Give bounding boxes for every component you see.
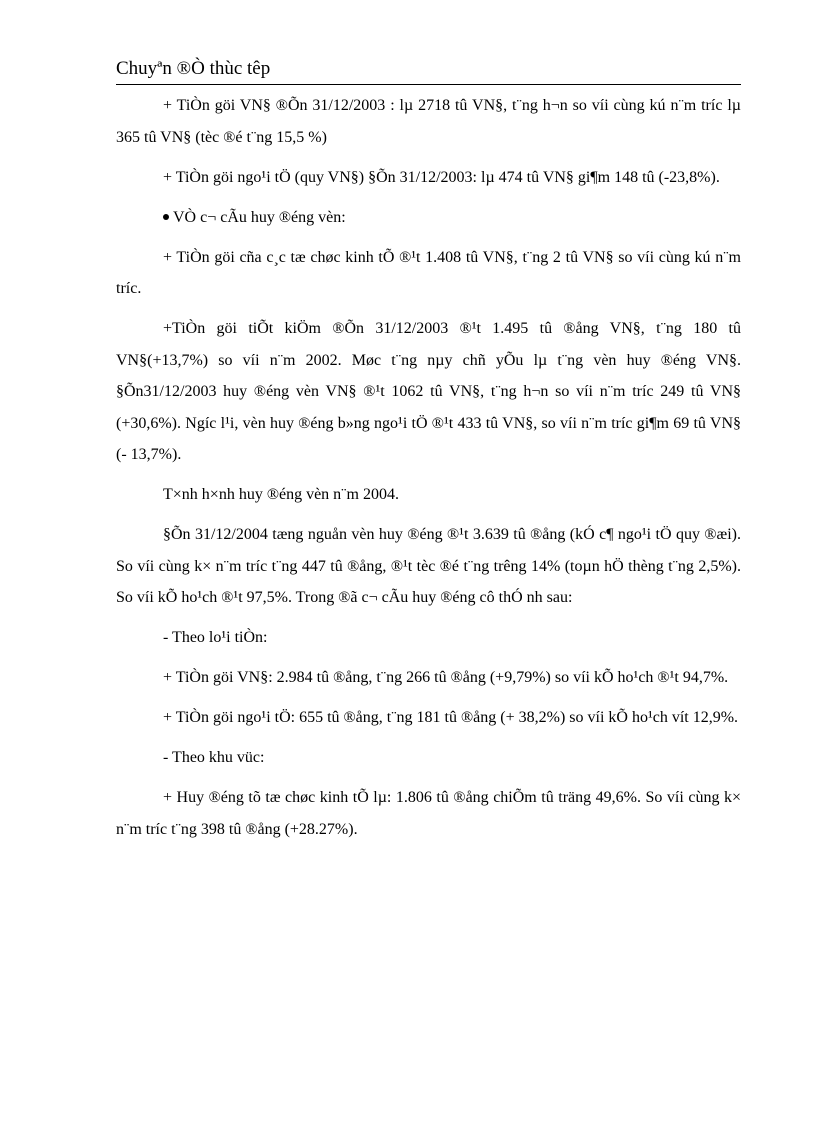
paragraph: + Huy ®éng tõ tæ chøc kinh tÕ lµ: 1.806 tû ®ång chiÕm tû träng 49,6%. So víi cùng k× n¨m tríc t¨ng 398 tû ®ång (+28.27%). xyxy=(116,789,741,838)
paragraph: - Theo khu vüc: xyxy=(163,749,265,766)
paragraph: + TiÒn göi ngo¹i tÖ: 655 tû ®ång, t¨ng 181 tû ®ång (+ 38,2%) so víi kÕ ho¹ch vít 12,9%. xyxy=(163,709,739,726)
paragraph: + TiÒn göi VN§ ®Õn 31/12/2003 : lµ 2718 tû VN§, t¨ng h¬n so víi cùng kú n¨m tríc lµ 365 tû VN§ (tèc ®é t¨ng 15,5 %) xyxy=(116,97,741,146)
paragraph: §Õn 31/12/2004 tæng nguån vèn huy ®éng ®¹t 3.639 tû ®ång (kÓ c¶ ngo¹i tÖ quy ®æi). So víi cùng k× n¨m tríc t¨ng 447 tû ®ång, ®¹t tèc ®é t¨ng trêng 14% (toµn hÖ thèng t¨ng 2,5%). So víi kÕ ho¹ch ®¹t 97,5%. Trong ®ã c¬ cÃu huy ®éng cô thÓ nh sau: xyxy=(116,526,741,606)
bullet-icon xyxy=(163,214,169,220)
page-header xyxy=(116,54,741,85)
paragraph: + TiÒn göi VN§: 2.984 tû ®ång, t¨ng 266 tû ®ång (+9,79%) so víi kÕ ho¹ch ®¹t 94,7%. xyxy=(163,669,729,686)
document-body xyxy=(116,90,741,854)
bullet-text: VÒ c¬ cÃu huy ®éng vèn: xyxy=(173,208,346,226)
header-title: Chuyªn ®Ò thùc têp xyxy=(116,58,271,79)
paragraph: T×nh h×nh huy ®éng vèn n¨m 2004. xyxy=(163,486,399,503)
bullet-paragraph xyxy=(116,202,741,234)
paragraph: + TiÒn göi ngo¹i tÖ (quy VN§) §Õn 31/12/2003: lµ 474 tû VN§ gi¶m 148 tû (-23,8%). xyxy=(163,168,720,186)
paragraph: + TiÒn göi cña c¸c tæ chøc kinh tÕ ®¹t 1.408 tû VN§, t¨ng 2 tû VN§ so víi cùng kú n¨m tríc. xyxy=(116,248,741,297)
paragraph: +TiÒn göi tiÕt kiÖm ®Õn 31/12/2003 ®¹t 1.495 tû ®ång VN§, t¨ng 180 tû VN§(+13,7%) so víi n¨m 2002. Møc t¨ng nµy chñ yÕu lµ t¨ng vèn huy ®éng VN§. §Õn31/12/2003 huy ®éng vèn VN§ ®¹t 1062 tû VN§, t¨ng h¬n so víi n¨m tríc 249 tû VN§ (+30,6%). Ngíc l¹i, vèn huy ®éng b»ng ngo¹i tÖ ®¹t 433 tû VN§, so víi n¨m tríc gi¶m 69 tû VN§ (- 13,7%). xyxy=(116,320,741,463)
paragraph: - Theo lo¹i tiÒn: xyxy=(163,629,268,646)
